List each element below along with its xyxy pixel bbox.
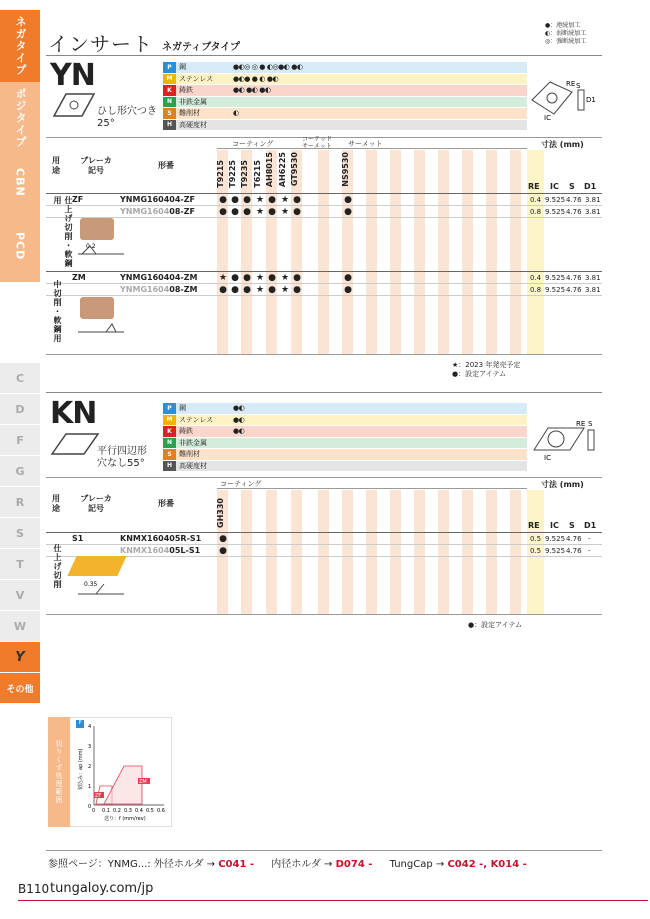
svg-text:S: S <box>576 82 581 90</box>
yn-grade-t9215: T9215 <box>216 160 225 188</box>
sidebar-tab-cbn[interactable]: CBN <box>0 154 40 210</box>
svg-text:RE: RE <box>566 80 576 88</box>
yn-group-coated-cermet: コーテッドサーメット <box>302 136 333 150</box>
footer-link-c042[interactable]: C042 -, K014 - <box>447 859 527 870</box>
sidebar-other[interactable]: その他 <box>0 673 40 703</box>
chip-chart <box>72 720 172 826</box>
yn-grade-ah6225: AH6225 <box>278 152 287 188</box>
footer-link-d074[interactable]: D074 - <box>335 859 373 870</box>
yn-zm-image <box>80 297 114 319</box>
yn-grade-ah8015: AH8015 <box>265 152 274 188</box>
kn-breaker-s1: S1 <box>72 534 84 543</box>
svg-text:IC: IC <box>544 454 551 462</box>
yn-dim-ic: IC <box>550 182 559 191</box>
yn-model-row3[interactable]: YNMG160404-ZM <box>120 273 198 282</box>
svg-text:1: 1 <box>88 784 92 790</box>
footer-url[interactable]: tungaloy.com/jp <box>50 881 154 896</box>
yn-breaker-zf: ZF <box>72 195 84 204</box>
svg-text:0.5: 0.5 <box>146 808 154 814</box>
yn-zm-profile <box>76 318 126 340</box>
yn-model-row2[interactable]: YNMG160408-ZF <box>120 207 195 216</box>
svg-text:0.35: 0.35 <box>84 581 98 588</box>
svg-text:0: 0 <box>88 804 92 810</box>
svg-text:3: 3 <box>88 744 92 750</box>
yn-zf-profile <box>76 240 126 262</box>
yn-breaker-zm: ZM <box>72 273 86 282</box>
yn-dimension-diagram <box>528 78 600 122</box>
kn-s1-image <box>67 556 126 576</box>
yn-group-coating: コーティング <box>232 140 274 148</box>
svg-text:2: 2 <box>88 764 92 770</box>
svg-text:0: 0 <box>92 808 96 814</box>
page-subtitle: ネガティブタイプ <box>162 42 240 53</box>
kn-note-dot: ●：設定アイテム <box>468 621 523 629</box>
kn-model-row1[interactable]: KNMX160405R-S1 <box>120 534 202 543</box>
svg-text:0.2: 0.2 <box>113 808 121 814</box>
svg-text:送り：f (mm/rev): 送り：f (mm/rev) <box>104 816 146 822</box>
kn-dimension-diagram <box>530 416 600 462</box>
footer-ref: 参照ページ：YNMG...: 外径ホルダ → C041 - 内径ホルダ → D074 - TungCap → C042 -, K014 - <box>48 859 527 870</box>
sidebar-tab-positive[interactable]: ポジタイプ <box>0 82 40 154</box>
yn-note-dot: ●：設定アイテム <box>452 370 507 378</box>
kn-col-breaker: ブレーカ記号 <box>80 494 112 513</box>
kn-dim-title: 寸法 (mm) <box>541 480 584 489</box>
kn-s1-profile <box>76 578 126 604</box>
yn-code: YN <box>50 58 95 93</box>
yn-col-breaker: ブレーカ記号 <box>80 156 112 175</box>
svg-text:ZM: ZM <box>139 779 147 785</box>
yn-material-table: P 鋼 ●◐◎ ◎ ● ◐◎●◐ ●◐ M ステンレス ●◐● ● ◐ ●◐ K 鋳鉄 ●◐ ●◐ ●◐ N 非鉄金属 S 難削材 ◐ H 高硬度材 <box>163 62 527 131</box>
yn-dim-d1: D1 <box>584 182 597 191</box>
yn-model-row1[interactable]: YNMG160404-ZF <box>120 195 195 204</box>
yn-model-row4[interactable]: YNMG160408-ZM <box>120 285 198 294</box>
kn-material-table: P 鋼 ●◐ M ステンレス ●◐ K 鋳鉄 ●◐ N 非鉄金属 S 難削材 H 高硬度材 <box>163 403 527 472</box>
svg-text:0.1: 0.1 <box>102 808 110 814</box>
sidebar-letter-t[interactable]: T <box>0 549 40 579</box>
footer-link-c041[interactable]: C041 - <box>218 859 255 870</box>
kn-code: KN <box>50 396 97 431</box>
sidebar-letter-c[interactable]: C <box>0 363 40 393</box>
yn-group-cermet: サーメット <box>348 140 383 148</box>
sidebar-letter-y[interactable]: Y <box>0 642 40 672</box>
kn-usage-finishing: 仕上げ切削 <box>53 544 62 589</box>
svg-text:RE: RE <box>576 420 586 428</box>
kn-dim-ic: IC <box>550 521 559 530</box>
svg-text:切込み：ap (mm): 切込み：ap (mm) <box>78 748 84 790</box>
sidebar-letter-w[interactable]: W <box>0 611 40 641</box>
svg-text:0.3: 0.3 <box>124 808 132 814</box>
kn-group-coating: コーティング <box>220 480 262 488</box>
page-number: B110 <box>18 882 50 896</box>
sidebar-letter-v[interactable]: V <box>0 580 40 610</box>
kn-dim-s: S <box>569 521 575 530</box>
yn-dim-re: RE <box>528 182 540 191</box>
sidebar-letter-g[interactable]: G <box>0 456 40 486</box>
yn-grade-t9235: T9235 <box>240 160 249 188</box>
svg-text:ZF: ZF <box>95 793 102 799</box>
kn-col-model: 形番 <box>158 499 174 508</box>
svg-text:IC: IC <box>544 114 551 122</box>
kn-dim-re: RE <box>528 521 540 530</box>
yn-usage-finishing: 仕上げ切削・軟鋼用 <box>53 196 73 268</box>
kn-grade-gh330: GH330 <box>216 498 225 528</box>
yn-usage-medium: 中切削・軟鋼用 <box>53 280 62 343</box>
yn-dim-s: S <box>569 182 575 191</box>
kn-model-row2[interactable]: KNMX160405L-S1 <box>120 546 201 555</box>
yn-grade-ns9530: NS9530 <box>341 152 350 187</box>
legend: ●：連続加工 ◐：弱断続加工 ◎：強断続加工 <box>545 22 587 45</box>
svg-text:S: S <box>588 420 593 428</box>
svg-text:0.4: 0.4 <box>135 808 143 814</box>
yn-zf-image <box>80 218 114 240</box>
yn-description: ひし形穴つき 25° <box>97 106 157 129</box>
page-title: インサート <box>48 32 153 56</box>
yn-col-model: 形番 <box>158 161 174 170</box>
yn-insert-icon <box>52 92 96 118</box>
yn-grade-t9225: T9225 <box>228 160 237 188</box>
sidebar-letter-r[interactable]: R <box>0 487 40 517</box>
svg-text:0.6: 0.6 <box>157 808 165 814</box>
yn-note-star: ★：2023 年発売予定 <box>452 361 521 369</box>
chip-material-badge: P <box>76 720 84 728</box>
sidebar-tab-negative[interactable]: ネガタイプ <box>0 10 40 82</box>
kn-description: 平行四辺形 穴なし55° <box>97 446 147 469</box>
yn-grade-t6215: T6215 <box>253 160 262 188</box>
kn-insert-icon <box>50 432 100 456</box>
kn-col-usage: 用途 <box>52 494 60 513</box>
sidebar-letter-s[interactable]: S <box>0 518 40 548</box>
yn-col-usage: 用途 <box>52 156 60 175</box>
sidebar-letter-d[interactable]: D <box>0 394 40 424</box>
kn-dim-d1: D1 <box>584 521 597 530</box>
chip-chart-side: 切りくず処理範囲 <box>48 717 70 827</box>
yn-grade-gt9530: GT9530 <box>290 152 299 187</box>
svg-text:0.2: 0.2 <box>86 243 96 250</box>
sidebar-tab-pcd[interactable]: PCD <box>0 210 40 282</box>
svg-text:4: 4 <box>88 724 92 730</box>
svg-text:D1: D1 <box>586 96 596 104</box>
yn-dim-title: 寸法 (mm) <box>541 140 584 149</box>
sidebar-letter-f[interactable]: F <box>0 425 40 455</box>
